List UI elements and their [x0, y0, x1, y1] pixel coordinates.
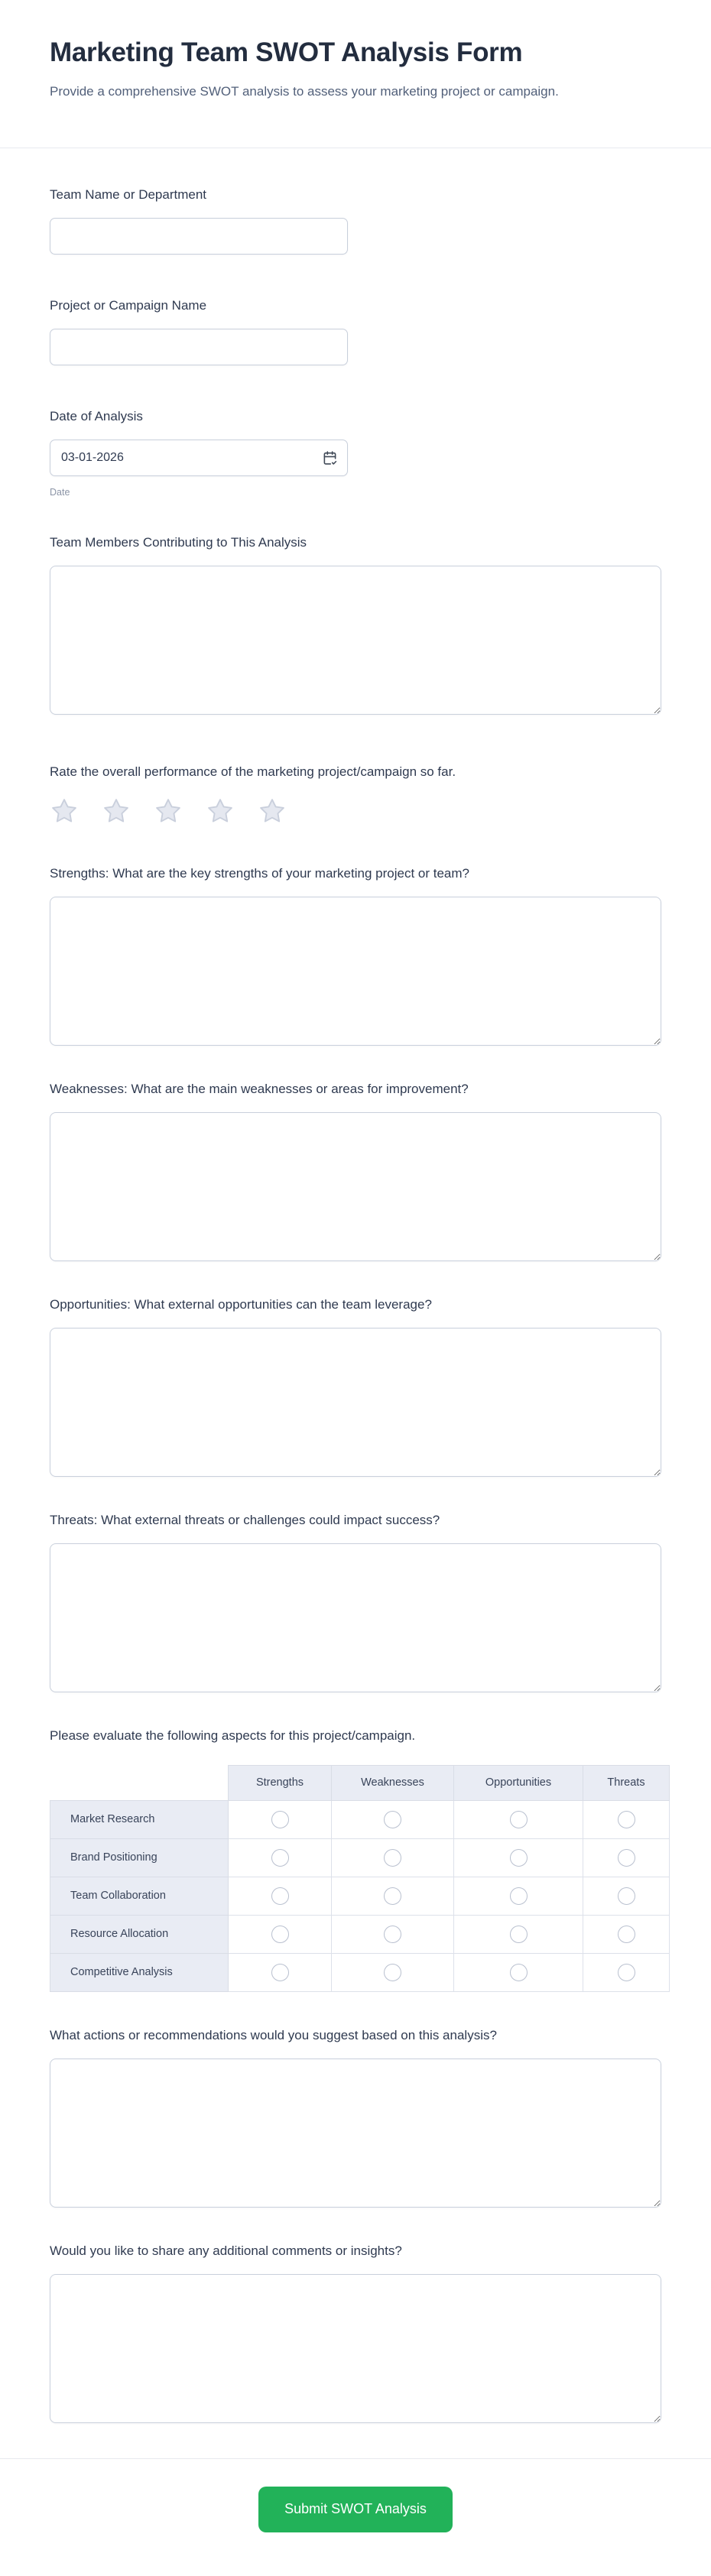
matrix-row [50, 1953, 670, 1991]
matrix-row-label: Team Collaboration [50, 1877, 229, 1915]
opportunities-label: Opportunities: What external opportunities can the team leverage? [50, 1297, 432, 1312]
field-threats [50, 1512, 661, 1692]
matrix-row [50, 1915, 670, 1953]
matrix-label: Please evaluate the following aspects for this project/campaign. [50, 1728, 416, 1743]
evaluation-matrix-table [50, 1765, 670, 1992]
rating-label: Rate the overall performance of the marketing project/campaign so far. [50, 764, 456, 780]
matrix-cell [454, 1953, 583, 1991]
matrix-cell [332, 1877, 454, 1915]
matrix-radio[interactable] [271, 1926, 289, 1943]
matrix-radio[interactable] [510, 1887, 528, 1905]
matrix-cell [454, 1915, 583, 1953]
matrix-cell [583, 1915, 670, 1953]
matrix-radio[interactable] [384, 1926, 401, 1943]
matrix-row [50, 1800, 670, 1838]
matrix-radio[interactable] [384, 1964, 401, 1981]
matrix-radio[interactable] [618, 1887, 635, 1905]
field-evaluation-matrix [50, 1728, 661, 1992]
matrix-radio[interactable] [384, 1887, 401, 1905]
matrix-radio[interactable] [384, 1811, 401, 1828]
matrix-column-header: Opportunities [454, 1765, 583, 1800]
actions-label: What actions or recommendations would you suggest based on this analysis? [50, 2027, 497, 2042]
page-title: Marketing Team SWOT Analysis Form [50, 37, 523, 67]
matrix-cell [583, 1800, 670, 1838]
matrix-cell [229, 1877, 332, 1915]
star-icon[interactable] [154, 796, 183, 826]
matrix-radio[interactable] [271, 1811, 289, 1828]
matrix-cell [583, 1838, 670, 1877]
matrix-cell [332, 1915, 454, 1953]
threats-textarea[interactable] [50, 1543, 661, 1692]
matrix-row [50, 1838, 670, 1877]
team-name-input[interactable] [50, 218, 348, 255]
field-opportunities [50, 1296, 661, 1477]
weaknesses-label: Weaknesses: What are the main weaknesses or areas for improvement? [50, 1082, 469, 1097]
matrix-radio[interactable] [510, 1964, 528, 1981]
form-body [0, 148, 711, 2422]
matrix-radio[interactable] [271, 1887, 289, 1905]
matrix-row [50, 1877, 670, 1915]
project-name-input[interactable] [50, 329, 348, 365]
matrix-row-label: Brand Positioning [50, 1838, 229, 1877]
matrix-row-label: Market Research [50, 1800, 229, 1838]
field-comments [50, 2243, 661, 2423]
matrix-body [50, 1800, 670, 1991]
matrix-cell [454, 1800, 583, 1838]
field-team-members [50, 534, 661, 715]
matrix-radio[interactable] [618, 1964, 635, 1981]
matrix-cell [229, 1800, 332, 1838]
matrix-cell [583, 1953, 670, 1991]
matrix-radio[interactable] [510, 1926, 528, 1943]
star-icon[interactable] [50, 796, 79, 826]
matrix-radio[interactable] [271, 1964, 289, 1981]
strengths-label: Strengths: What are the key strengths of your marketing project or team? [50, 866, 469, 881]
matrix-row-label: Resource Allocation [50, 1915, 229, 1953]
form-header [0, 0, 711, 148]
form-description: Provide a comprehensive SWOT analysis to assess your marketing project or campaign. [50, 83, 559, 99]
submit-button[interactable]: Submit SWOT Analysis [258, 2487, 453, 2532]
matrix-cell [454, 1838, 583, 1877]
matrix-row-label: Competitive Analysis [50, 1953, 229, 1991]
field-performance-rating [50, 764, 661, 826]
project-name-label: Project or Campaign Name [50, 298, 207, 313]
opportunities-textarea[interactable] [50, 1328, 661, 1477]
matrix-cell [454, 1877, 583, 1915]
matrix-cell [229, 1838, 332, 1877]
field-strengths [50, 865, 661, 1046]
field-team-name [50, 187, 661, 255]
matrix-radio[interactable] [510, 1811, 528, 1828]
matrix-radio[interactable] [618, 1926, 635, 1943]
matrix-radio[interactable] [618, 1849, 635, 1867]
matrix-cell [229, 1915, 332, 1953]
star-icon[interactable] [258, 796, 287, 826]
actions-textarea[interactable] [50, 2059, 661, 2208]
team-name-label: Team Name or Department [50, 187, 207, 203]
matrix-column-header: Strengths [229, 1765, 332, 1800]
weaknesses-textarea[interactable] [50, 1112, 661, 1261]
date-hint: Date [50, 487, 70, 498]
star-rating [50, 796, 661, 826]
matrix-cell [332, 1953, 454, 1991]
matrix-radio[interactable] [271, 1849, 289, 1867]
date-input-wrap [50, 440, 348, 476]
matrix-cell [332, 1838, 454, 1877]
star-icon[interactable] [102, 796, 131, 826]
field-weaknesses [50, 1081, 661, 1261]
matrix-column-header: Weaknesses [332, 1765, 454, 1800]
matrix-corner-cell [50, 1765, 229, 1800]
team-members-textarea[interactable] [50, 566, 661, 715]
date-label: Date of Analysis [50, 409, 143, 424]
matrix-radio[interactable] [510, 1849, 528, 1867]
strengths-textarea[interactable] [50, 897, 661, 1046]
matrix-radio[interactable] [618, 1811, 635, 1828]
matrix-cell [583, 1877, 670, 1915]
matrix-header-row [50, 1765, 670, 1800]
comments-label: Would you like to share any additional comments or insights? [50, 2243, 402, 2258]
form-footer [0, 2458, 711, 2570]
date-input[interactable] [50, 440, 348, 476]
field-actions [50, 2027, 661, 2208]
threats-label: Threats: What external threats or challenges could impact success? [50, 1512, 440, 1527]
matrix-cell [229, 1953, 332, 1991]
matrix-cell [332, 1800, 454, 1838]
team-members-label: Team Members Contributing to This Analysis [50, 535, 307, 550]
field-date-of-analysis [50, 408, 661, 498]
matrix-radio[interactable] [384, 1849, 401, 1867]
comments-textarea[interactable] [50, 2274, 661, 2423]
field-project-name [50, 297, 661, 365]
matrix-column-header: Threats [583, 1765, 670, 1800]
star-icon[interactable] [206, 796, 235, 826]
